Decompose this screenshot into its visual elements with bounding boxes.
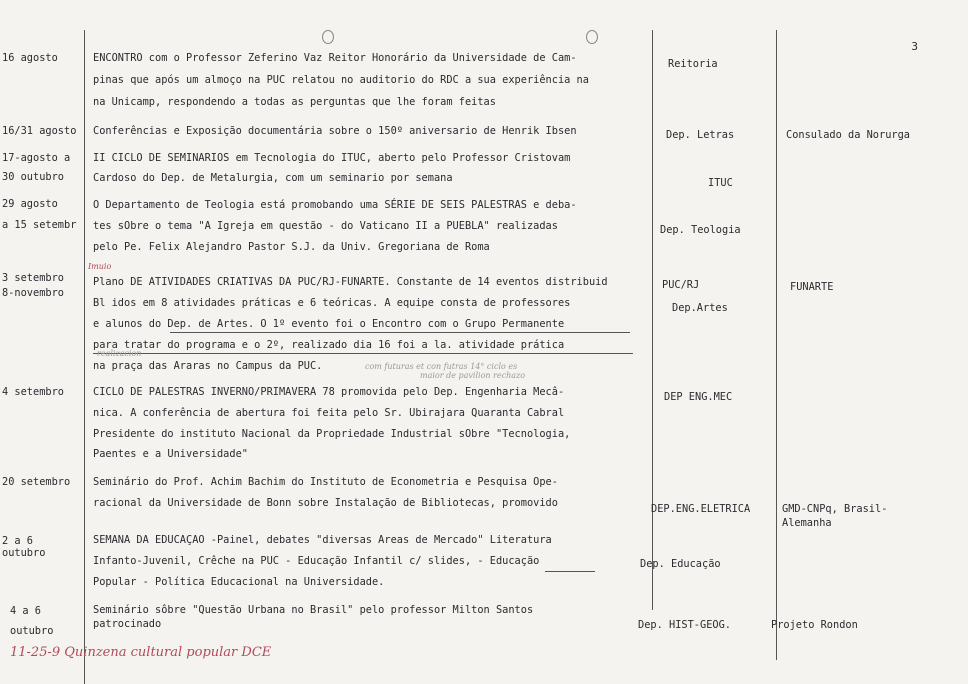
entry-date: 8-novembro [2,287,64,299]
entry-description: Bl idos em 8 atividades práticas e 6 teóricas. A equipe consta de professores [93,297,571,309]
handwritten-margin-note: Imuio [88,262,112,271]
entry-date: 17-agosto a [2,152,71,164]
entry-description: e alunos do Dep. de Artes. O 1º evento foi o Encontro com o Grupo Permanente [93,318,565,330]
entry-department: DEP ENG.MEC [664,391,733,403]
entry-department: ITUC [708,177,733,189]
pencil-annotation: com futuras et con futras 14° ciclo es [365,362,518,371]
entry-description: Conferências e Exposição documentária sobre o 150º aniversario de Henrik Ibsen [93,125,577,137]
entry-description: Seminário sôbre "Questão Urbana no Brasil" pelo professor Milton Santos [93,604,534,616]
entry-description: Paentes e a Universidade" [93,448,248,460]
entry-department: Dep. Letras [666,129,735,141]
entry-department: PUC/RJ [662,279,700,291]
entry-department: Dep. Educação [640,558,721,570]
entry-description: patrocinado [93,618,162,630]
entry-description: nica. A conferência de abertura foi feita pelo Sr. Ubirajara Quaranta Cabral [93,407,565,419]
entry-department: Dep.Artes [672,302,728,314]
entry-date: a 15 setembr [2,219,77,231]
entry-description: na praça das Araras no Campus da PUC. [93,360,323,372]
pencil-annotation: maior de pavilion rechazo [420,371,526,380]
entry-date: 4 a 6 [10,605,41,617]
entry-date: 29 agosto [2,198,58,210]
underline [170,332,630,333]
entry-description: ENCONTRO com o Professor Zeferino Vaz Reitor Honorário da Universidade de Cam- [93,52,577,64]
entry-date: 4 setembro [2,386,64,398]
entry-description: na Unicamp, respondendo a todas as perguntas que lhe foram feitas [93,96,496,108]
entry-description: Infanto-Juvenil, Crêche na PUC - Educação Infantil c/ slides, - Educação [93,555,540,567]
entry-date: 16/31 agosto [2,125,77,137]
entry-date: 30 outubro [2,171,64,183]
entry-description: tes sObre o tema "A Igreja em questão - do Vaticano II a PUEBLA" realizadas [93,220,558,232]
entry-department: DEP.ENG.ELETRICA [651,503,751,515]
entry-description: SEMANA DA EDUCAÇAO -Painel, debates "diversas Areas de Mercado" Literatura [93,534,552,546]
entry-description: Presidente do instituto Nacional da Propriedade Industrial sObre "Tecnologia, [93,428,571,440]
entry-description: Cardoso do Dep. de Metalurgia, com um seminario por semana [93,172,453,184]
entry-description: para tratar do programa e o 2º, realizado dia 16 foi a la. atividade prática [93,339,565,351]
entry-department: Reitoria [668,58,718,70]
pencil-annotation: realizacion [97,349,142,358]
entry-description: racional da Universidade de Bonn sobre Instalação de Bibliotecas, promovido [93,497,558,509]
column-divider [652,30,653,610]
binder-hole [586,30,598,44]
entry-description: O Departamento de Teologia está promobando uma SÉRIE DE SEIS PALESTRAS e deba- [93,199,577,211]
handwritten-note: 11-25-9 Quinzena cultural popular DCE [10,645,272,660]
entry-description: II CICLO DE SEMINARIOS em Tecnologia do ITUC, aberto pelo Professor Cristovam [93,152,571,164]
entry-description: pinas que após um almoço na PUC relatou no auditorio do RDC a sua experiência na [93,74,589,86]
entry-department: Dep. HIST-GEOG. [638,619,731,631]
entry-date: 20 setembro [2,476,71,488]
entry-partner: GMD-CNPq, Brasil- [782,503,888,515]
entry-date: 16 agosto [2,52,58,64]
entry-description: CICLO DE PALESTRAS INVERNO/PRIMAVERA 78 promovida pelo Dep. Engenharia Mecâ- [93,386,565,398]
entry-department: Dep. Teologia [660,224,741,236]
underline [545,571,595,572]
entry-date: 2 a 6 [2,535,33,547]
binder-hole [322,30,334,44]
column-divider [84,30,85,684]
entry-description: Popular - Política Educacional na Universidade. [93,576,385,588]
entry-partner: Consulado da Norurga [786,129,910,141]
entry-date: outubro [2,547,46,559]
entry-date: 3 setembro [2,272,64,284]
entry-partner: Alemanha [782,517,832,529]
underline [93,353,633,354]
entry-description: pelo Pe. Felix Alejandro Pastor S.J. da Univ. Gregoriana de Roma [93,241,490,253]
entry-date: outubro [10,625,54,637]
entry-partner: Projeto Rondon [771,619,858,631]
column-divider [776,30,777,660]
entry-description: Plano DE ATIVIDADES CRIATIVAS DA PUC/RJ-FUNARTE. Constante de 14 eventos distribuid [93,276,608,288]
entry-partner: FUNARTE [790,281,834,293]
page-number: 3 [911,40,918,53]
entry-description: Seminário do Prof. Achim Bachim do Instituto de Econometria e Pesquisa Ope- [93,476,558,488]
